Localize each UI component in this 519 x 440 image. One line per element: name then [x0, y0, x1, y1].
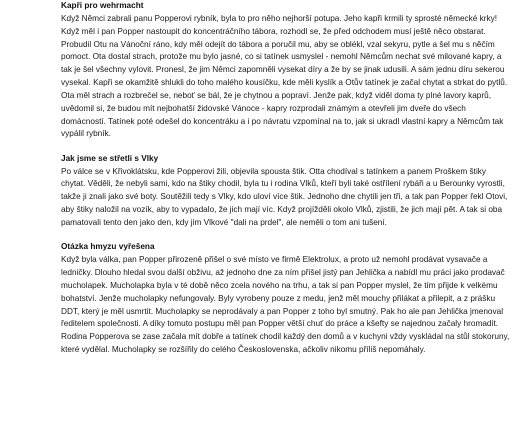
section-heading: Kapři pro wehrmacht — [61, 1, 144, 10]
section-paragraph: Když Němci zabrali panu Popperovi rybník, byla to pro něho nejhorší potupa. Jeho kapři krmili ty sprosté německé krky! Když měl i pan Popper nastoupit do koncentráčního tábora, rozhodl se, že před odchodem musí ještě něco obstarat. Probudil Otu na Vánoční ráno, kdy měl odejít do tábora a poručil mu, aby se oblékl, vzal sekyru, pytle a šel mu s něčím pomoct. Ota dostal strach, protože mu bylo jasné, co si tatínek usmyslel - nemohl Němcům nechat své milované kapry, a tak je šel všechny vylovit. Pronesl, že jim Němci zapomněli vysekat díry a že by se jinak udusili. A sám jednu díru sekerou vysekal. Kapři se okamžitě shlukli do toho malého kousíčku, kde měli kyslík a Otův tatínek je začal chytat a strkat do pytlů. Ota měl strach a rozbrečel se, neboť se bál, že je chytnou a popraví. Jenže pak, když viděl doma ty plné lavory kaprů, uvědomil si, že budou mít nejbohatší židovské Vánoce - kapry rozprodali známým a otevřeli jim dveře do všech domácností. Tatínek poté odešel do koncentráku a i po návratu vzpomínal na to, jak si ukradl vlastní kapry a Němcům tak vypálil rybník. — [61, 13, 508, 139]
section-paragraph: Po válce se v Křivoklátsku, kde Popperovi žili, objevila spousta štik. Otta chodíval s tatínkem a panem Proškem štiky chytat. Věděli, že nebyli sami, kdo na štiky chodil, byla tu i rodina Vlků, kteří byli také ostřílení rybáři a u Berounky vyrostli, takže ji znali jako své boty. Soutěžili tedy s Vlky, kdo uloví více štik. Jednoho dne chytili jen tři, a tak pan Popper řekl Otovi, aby štiky naložil na vozík, aby to vypadalo, že jich mají víc. Když projížděli okolo Vlků, zjistili, že jich mají pět. A tak si oba pamatovali tento den jako den, kdy jim Vlkové "dali na prdel", ale neměli o tom ani tušení. — [61, 166, 508, 227]
section-paragraph: Když byla válka, pan Popper přirozeně přišel o své místo ve firmě Elektrolux, a proto už nemohl prodávat vysavače a ledničky. Dlouho hledal svou další obživu, až jednoho dne za ním přišel jistý pan Jehlička a nabídl mu práci jako prodavač mucholapek. Mucholapka byla v té době něco zcela nového na trhu, a tak si pan Popper myslel, že tím přijde k velkému bohatství. Jenže mucholapky nefungovaly. Byly vyrobeny pouze z medu, jenž měl mouchy přilákat a přilepit, a z prášku DDT, který je měl usmrtit. Mucholapky se neprodávaly a pan Popper z toho byl smutný. Pak ho ale pan Jehlička jmenoval ředitelem společnosti. A díky tomuto postupu měl pan Popper větší chuť do práce a kšefty se najednou začaly hromadit. Rodina Popperova se zase začala mít dobře a tatínek chodil každý den domů a v kuchyni vždy vyskládal na stůl stokoruny, které vydělal. Mucholapky se rozšířily do celého Československa, ačkoliv nikomu příliš nepomáhaly. — [61, 255, 510, 355]
story-section-carp — [61, 0, 512, 141]
section-heading: Otázka hmyzu vyřešena — [61, 242, 155, 252]
story-section-insects — [61, 241, 512, 357]
story-section-vlks — [61, 153, 512, 230]
section-heading: Jak jsme se střetli s Vlky — [61, 153, 159, 163]
